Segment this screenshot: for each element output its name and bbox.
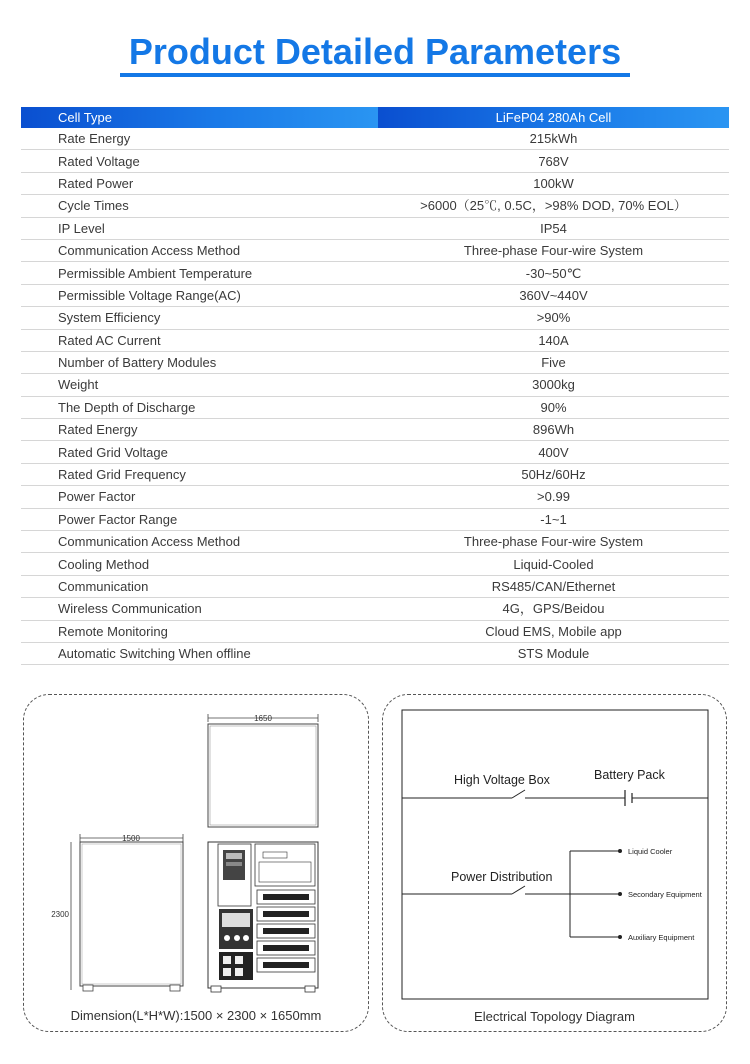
- table-row: [21, 441, 729, 463]
- param-value: -1~1: [378, 508, 729, 530]
- table-row: [21, 575, 729, 597]
- table-row: [21, 419, 729, 441]
- dimension-panel: [23, 694, 369, 1032]
- param-name: Rated AC Current: [21, 329, 378, 351]
- param-value: 140A: [378, 329, 729, 351]
- header-value: LiFeP04 280Ah Cell: [378, 107, 729, 128]
- topology-caption: Electrical Topology Diagram: [474, 1009, 635, 1024]
- param-value: 90%: [378, 396, 729, 418]
- param-name: Automatic Switching When offline: [21, 642, 378, 664]
- param-value: STS Module: [378, 642, 729, 664]
- param-name: Remote Monitoring: [21, 620, 378, 642]
- table-row: [21, 598, 729, 620]
- param-value: 215kWh: [378, 128, 729, 150]
- secondary-equipment-label: Secondary Equipment: [627, 889, 702, 899]
- power-distribution-label: Power Distribution: [450, 869, 552, 884]
- param-name: Rated Grid Voltage: [21, 441, 378, 463]
- dimension-caption: Dimension(L*H*W):1500 × 2300 × 1650mm: [70, 1008, 322, 1023]
- param-name: IP Level: [21, 217, 378, 239]
- table-row: [21, 351, 729, 373]
- topology-panel: [382, 694, 727, 1032]
- param-value: Cloud EMS, Mobile app: [378, 620, 729, 642]
- param-name: Rated Grid Frequency: [21, 463, 378, 485]
- param-name: Rated Energy: [21, 419, 378, 441]
- param-value: RS485/CAN/Ethernet: [378, 575, 729, 597]
- high-voltage-box-label: High Voltage Box: [453, 772, 550, 787]
- auxiliary-equipment-label: Auxiliary Equipment: [627, 932, 694, 942]
- param-name: Weight: [21, 374, 378, 396]
- liquid-cooler-label: Liquid Cooler: [627, 846, 672, 856]
- param-value: >0.99: [378, 486, 729, 508]
- table-header-row: [21, 107, 729, 128]
- table-row: [21, 128, 729, 150]
- param-value: Five: [378, 351, 729, 373]
- param-name: Permissible Ambient Temperature: [21, 262, 378, 284]
- param-name: Power Factor: [21, 486, 378, 508]
- page-title: Product Detailed Parameters: [128, 31, 622, 72]
- table-row: [21, 329, 729, 351]
- header-key: Cell Type: [21, 107, 378, 128]
- table-row: [21, 150, 729, 172]
- top-width-label: 1650: [253, 713, 272, 723]
- table-row: [21, 172, 729, 194]
- param-value: IP54: [378, 217, 729, 239]
- param-value: 50Hz/60Hz: [378, 463, 729, 485]
- param-name: Communication: [21, 575, 378, 597]
- table-row: [21, 642, 729, 664]
- param-name: Communication Access Method: [21, 531, 378, 553]
- front-view-drawing: [71, 834, 183, 991]
- table-row: [21, 486, 729, 508]
- front-width-label: 1500: [121, 833, 140, 843]
- param-value: 768V: [378, 150, 729, 172]
- param-value: Liquid-Cooled: [378, 553, 729, 575]
- param-value: 3000kg: [378, 374, 729, 396]
- table-row: [21, 508, 729, 530]
- param-value: 4G，GPS/Beidou: [378, 598, 729, 620]
- table-row: [21, 553, 729, 575]
- table-row: [21, 284, 729, 306]
- table-row: [21, 396, 729, 418]
- param-name: Cooling Method: [21, 553, 378, 575]
- title-underline: [120, 73, 630, 77]
- param-value: 400V: [378, 441, 729, 463]
- param-name: Wireless Communication: [21, 598, 378, 620]
- table-row: [21, 262, 729, 284]
- param-name: Power Factor Range: [21, 508, 378, 530]
- param-name: Rated Voltage: [21, 150, 378, 172]
- param-name: Number of Battery Modules: [21, 351, 378, 373]
- param-name: Rate Energy: [21, 128, 378, 150]
- param-name: System Efficiency: [21, 307, 378, 329]
- param-name: The Depth of Discharge: [21, 396, 378, 418]
- parameters-table: [21, 107, 729, 665]
- param-value: Three-phase Four-wire System: [378, 239, 729, 261]
- internal-view-drawing: [208, 842, 318, 992]
- table-row: [21, 239, 729, 261]
- param-name: Cycle Times: [21, 195, 378, 217]
- table-row: [21, 463, 729, 485]
- height-label: 2300: [50, 909, 69, 919]
- param-value: 360V~440V: [378, 284, 729, 306]
- param-value: >6000（25℃, 0.5C，>98% DOD, 70% EOL）: [378, 195, 729, 217]
- table-row: [21, 217, 729, 239]
- param-name: Permissible Voltage Range(AC): [21, 284, 378, 306]
- param-value: 100kW: [378, 172, 729, 194]
- table-row: [21, 620, 729, 642]
- topology-diagram: [382, 694, 727, 1032]
- table-row: [21, 374, 729, 396]
- param-value: -30~50℃: [378, 262, 729, 284]
- param-name: Rated Power: [21, 172, 378, 194]
- param-value: 896Wh: [378, 419, 729, 441]
- table-row: [21, 307, 729, 329]
- dimension-drawing: [23, 694, 369, 1032]
- param-value: Three-phase Four-wire System: [378, 531, 729, 553]
- table-row: [21, 195, 729, 217]
- param-value: >90%: [378, 307, 729, 329]
- table-row: [21, 531, 729, 553]
- param-name: Communication Access Method: [21, 239, 378, 261]
- battery-pack-label: Battery Pack: [593, 767, 665, 782]
- top-view-drawing: [208, 714, 318, 827]
